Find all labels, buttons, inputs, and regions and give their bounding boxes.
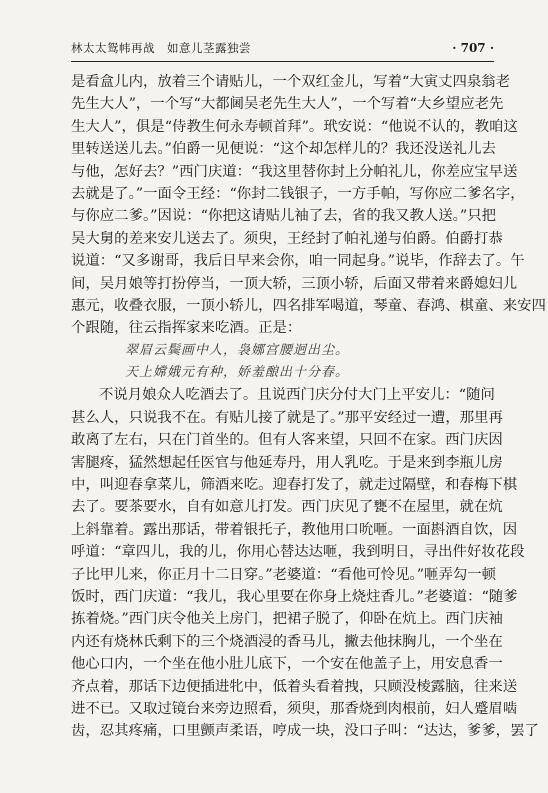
text-line: 去了。要茶要水，自有如意儿打发。西门庆见了甕不在屋里，就在炕 bbox=[71, 499, 503, 516]
text-line: 拣着烧。”西门庆令他关上房门，把裙子脱了，仰卧在炕上。西门庆袖 bbox=[71, 611, 503, 628]
text-line: 子比甲儿来，你正月十二日穿。”老婆道：“看他可怜见。”咂弄勾一顿 bbox=[71, 566, 497, 583]
text-line: 内还有烧林氏剩下的三个烧酒浸的香马儿，撇去他抹胸儿，一个坐在 bbox=[71, 633, 503, 650]
text-line: 个跟随，往云指挥家来吃酒。正是： bbox=[71, 320, 302, 337]
text-line: 间，吴月娘等打扮停当，一顶大轿，三顶小轿，后面又带着来爵媳妇儿 bbox=[71, 275, 518, 292]
text-line: 中，叫迎春拿菜儿，筛酒来吃。迎春打发了，就走过隔壁，和春梅下棋 bbox=[71, 477, 518, 494]
text-line: 饭时，西门庆道：“我儿，我心里要在你身上烧炷香儿。”老婆道：“随爹 bbox=[71, 588, 518, 605]
text-line: 与你应二爹。”因说：“你把这请贴儿袖了去，省的我又教人送。”只把 bbox=[71, 208, 497, 225]
text-line: 与他，怎好去？”西门庆道：“我这里替你封上分帕礼儿，你差应宝早送 bbox=[71, 163, 518, 180]
text-line: 里转送送儿去。”伯爵一见便说：“这个却怎样儿的？我还没送礼儿去 bbox=[71, 141, 496, 158]
text-line: 他心口内，一个坐在他小肚儿底下，一个安在他盖子上，用安息香一 bbox=[71, 656, 503, 673]
chapter-title: 林太太鸳帏再战 如意儿茎露独尝 bbox=[71, 41, 251, 55]
text-line: 不说月娘众人吃酒去了。且说西门庆分付大门上平安儿：“随问 bbox=[99, 387, 495, 404]
text-line: 进不已。又取过镜台来旁边照看，须臾，那香烧到肉根前，妇人蹙眉啮 bbox=[71, 700, 518, 717]
text-line: 齐点着，那话下边便插进牝中，低着头看着拽，只顾没棱露脑，往来送 bbox=[71, 678, 518, 695]
body-text bbox=[71, 71, 546, 743]
text-line: 呼道：“章四儿，我的儿，你用心替达达咂，我到明日，寻出件好妆花段 bbox=[71, 544, 525, 561]
page-number: · 707 · bbox=[452, 41, 494, 55]
text-line: 上斜靠着。露出那话，带着银托子，教他用口吮咂。一面斟酒自饮，因 bbox=[71, 521, 518, 538]
header-rule bbox=[71, 61, 494, 62]
text-line: 敢离了左右，只在门首坐的。但有人客来望，只回不在家。西门庆因 bbox=[71, 432, 503, 449]
text-line: 害腿疼，猛然想起任医官与他延寿丹，用人乳吃。于是来到李瓶儿房 bbox=[71, 454, 503, 471]
text-line: 吴大舅的差来安儿送去了。须臾，王经封了帕礼递与伯爵。伯爵打恭 bbox=[71, 230, 503, 247]
text-line: 先生大人”，一个写“大都阃吴老先生大人”，一个写着“大乡望应老先 bbox=[71, 96, 504, 113]
text-line: 说道：“又多谢哥，我后日早来会你，咱一同起身。”说毕，作辞去了。午 bbox=[71, 253, 525, 270]
text-line: 惠元，收叠衣服，一顶小轿儿，四名排军喝道，琴童、春鸿、棋童、来安四 bbox=[71, 297, 546, 314]
text-line: 是看盒儿内，放着三个请贴儿，一个双红金儿，写着“大寅丈四泉翁老 bbox=[71, 74, 511, 90]
poem-line: 翠眉云鬓画中人，袅娜宫腰迥出尘。 bbox=[125, 342, 350, 358]
text-line: 生大人”，俱是“侍教生何永寿顿首拜”。玳安说：“他说不认的，教咱这 bbox=[71, 118, 518, 135]
text-line: 去就是了。”一面令王经：“你封二钱银子，一方手帕，写你应二爹名字， bbox=[71, 185, 525, 202]
running-header bbox=[71, 38, 494, 58]
text-line: 甚么人，只说我不在。有贴儿接了就是了。”那平安经过一遭，那里再 bbox=[71, 409, 503, 426]
poem-line: 天上嫦娥元有种，娇羞酿出十分春。 bbox=[125, 365, 350, 381]
text-line: 齿，忍其疼痛，口里颤声柔语，哼成一块，没口子叫：“达达，爹爹，罢了 bbox=[71, 723, 539, 740]
